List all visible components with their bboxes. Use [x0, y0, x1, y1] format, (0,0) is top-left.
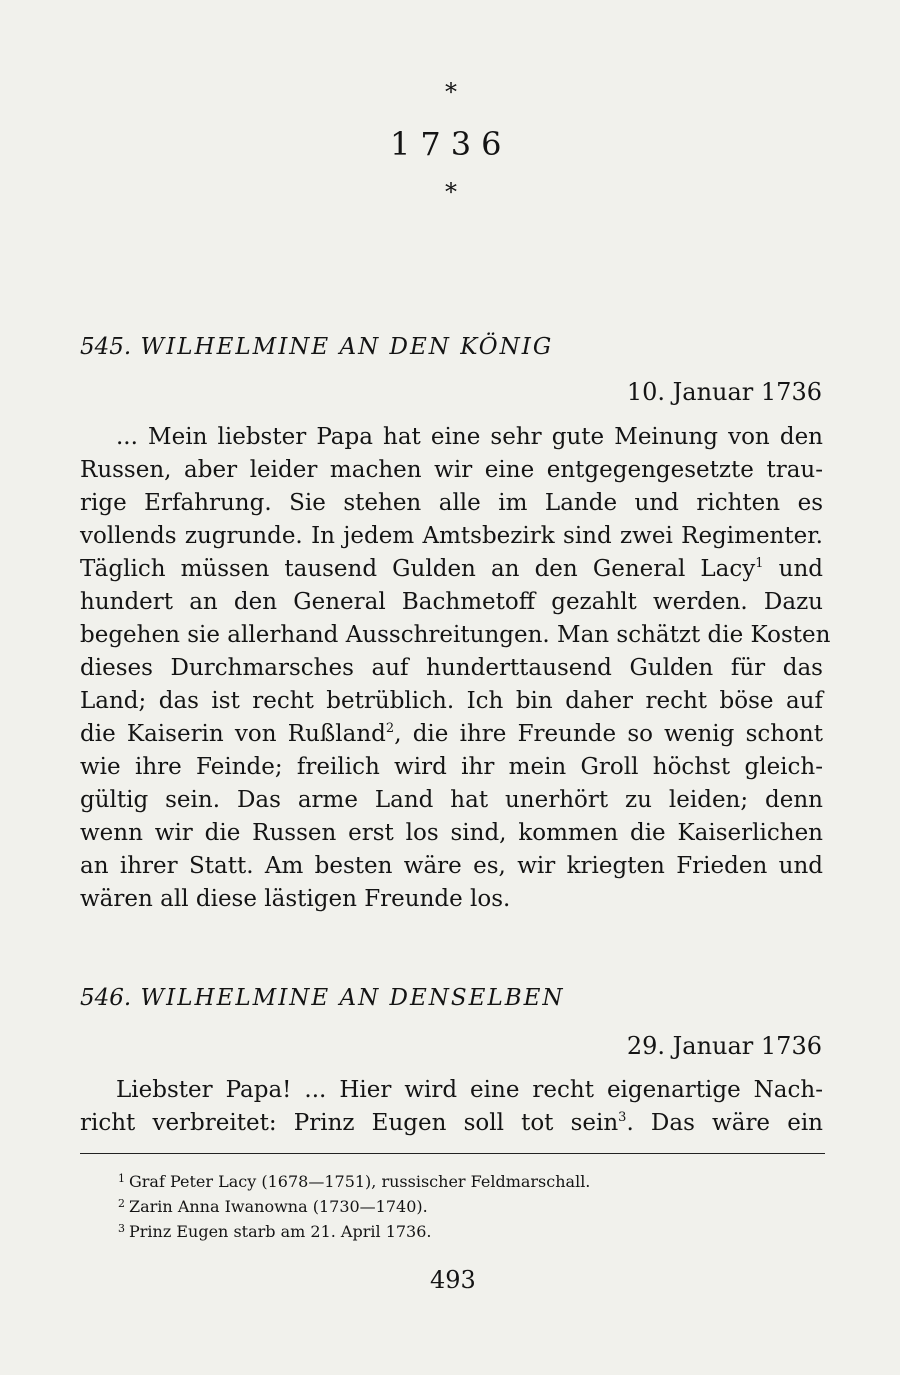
- text-line: ... Mein liebster Papa hat eine sehr gute Meinung von den: [116, 424, 823, 450]
- letter-title: WILHELMINE AN DEN KÖNIG: [140, 334, 554, 360]
- text-segment: Täglich müssen tausend Gulden an den General Lacy: [80, 556, 756, 582]
- letter-heading-546: [80, 983, 565, 1013]
- footnote-text: Zarin Anna Iwanowna (1730—1740).: [129, 1197, 428, 1216]
- ornament-star-top: *: [445, 78, 457, 106]
- text-line: [80, 719, 823, 749]
- text-line: [80, 1108, 823, 1138]
- letter-number: 545.: [80, 334, 132, 360]
- letter-number: 546.: [80, 985, 132, 1011]
- letter-heading-545: [80, 332, 553, 362]
- letter-date-545: 10. Januar 1736: [626, 378, 822, 406]
- text-line: hundert an den General Bachmetoff gezahlt werden. Dazu: [80, 589, 823, 615]
- text-line: wären all diese lästigen Freunde los.: [80, 886, 511, 912]
- text-line: begehen sie allerhand Ausschreitungen. Man schätzt die Kosten: [80, 622, 831, 648]
- footnote-mark: 2: [118, 1197, 125, 1210]
- text-segment: . Das wäre ein: [626, 1110, 823, 1136]
- footnote-divider: [80, 1153, 825, 1154]
- footnote-text: Prinz Eugen starb am 21. April 1736.: [129, 1222, 432, 1241]
- text-line: dieses Durchmarsches auf hunderttausend Gulden für das: [80, 655, 823, 681]
- footnote-text: Graf Peter Lacy (1678—1751), russischer Feldmarschall.: [129, 1172, 591, 1191]
- footnote-3: [118, 1220, 432, 1244]
- text-segment: die Kaiserin von Rußland: [80, 721, 386, 747]
- text-line: Liebster Papa! ... Hier wird eine recht eigenartige Nach-: [116, 1077, 823, 1103]
- text-line: an ihrer Statt. Am besten wäre es, wir kriegten Frieden und: [80, 853, 823, 879]
- ornament-star-bottom: *: [445, 178, 457, 206]
- text-line: Russen, aber leider machen wir eine entgegengesetzte trau-: [80, 457, 823, 483]
- letter-date-546: 29. Januar 1736: [626, 1032, 822, 1060]
- footnote-2: [118, 1195, 428, 1219]
- footnote-ref: 1: [755, 556, 764, 571]
- text-line: wenn wir die Russen erst los sind, kommen die Kaiserlichen: [80, 820, 823, 846]
- text-line: Land; das ist recht betrüblich. Ich bin daher recht böse auf: [80, 688, 823, 714]
- text-line: [80, 554, 823, 584]
- page-number: 493: [430, 1266, 476, 1294]
- footnote-1: [118, 1170, 590, 1194]
- letter-title: WILHELMINE AN DENSELBEN: [140, 985, 565, 1011]
- text-line: gültig sein. Das arme Land hat unerhört zu leiden; denn: [80, 787, 823, 813]
- text-line: vollends zugrunde. In jedem Amtsbezirk sind zwei Regimenter.: [80, 523, 823, 549]
- footnote-ref: 3: [618, 1110, 627, 1125]
- text-segment: richt verbreitet: Prinz Eugen soll tot sein: [80, 1110, 619, 1136]
- footnote-ref: 2: [385, 721, 395, 736]
- text-segment: und: [763, 556, 823, 582]
- footnote-mark: 3: [118, 1222, 125, 1235]
- text-line: wie ihre Feinde; freilich wird ihr mein Groll höchst gleich-: [80, 754, 823, 780]
- chapter-year: 1736: [390, 125, 512, 163]
- text-line: rige Erfahrung. Sie stehen alle im Lande und richten es: [80, 490, 823, 516]
- text-segment: , die ihre Freunde so wenig schont: [394, 721, 823, 747]
- footnote-mark: 1: [118, 1172, 125, 1185]
